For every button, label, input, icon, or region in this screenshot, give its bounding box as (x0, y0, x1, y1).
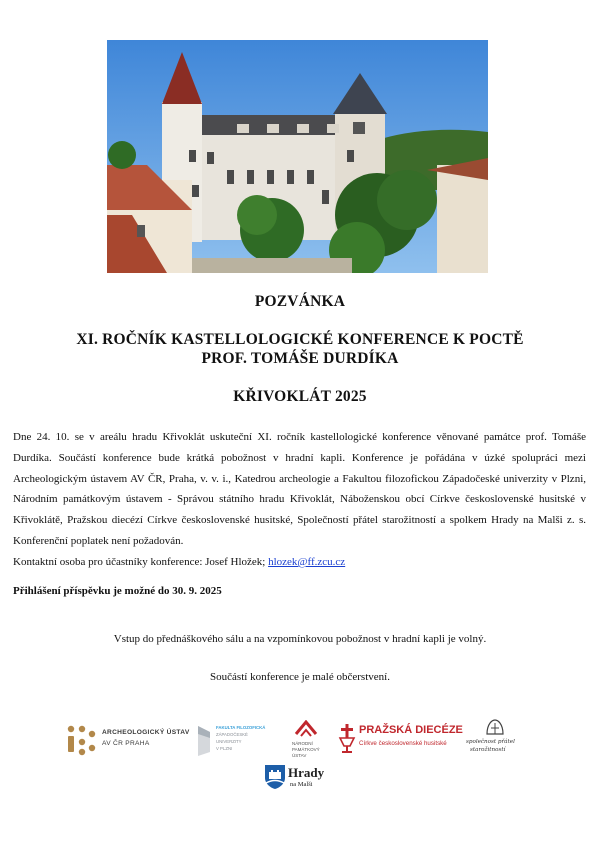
castle-illustration (107, 40, 488, 273)
contact-text: Kontaktní osoba pro účastníky konference: Josef Hložek; (13, 556, 269, 568)
conference-description: Dne 24. 10. se v areálu hradu Křivoklát uskuteční XI. ročník kastellologické konference věnované památce prof. Tomáše Durdíka. Součástí konference bude krátká pobožnost v hradní kapli. Konference je pořádána v úzké spolupráci mezi Archeologickým ústavem AV ČR, Praha, v. v. i., Katedrou archeologie a Fakultou filozofickou Západočeské univerzity v Plzni, Národním památkovým ústavem - Správou státního hradu Křivoklát, Náboženskou obcí Církve československé husitské v Křivoklátě, Pražskou diecézí Církve československé husitské, Společností přátel starožitností a spolkem Hrady na Malši z. s. Konferenční poplatek není požadován. (13, 431, 586, 547)
conference-title-line2: PROF. TOMÁŠE DURDÍKA (201, 350, 399, 367)
zcu-name-line4: V PLZNI (216, 746, 233, 751)
hrady-name-line1: Hrady (288, 765, 325, 780)
zcu-name-line1: FAKULTA FILOZOFICKÁ (216, 725, 266, 730)
conference-title-line1: XI. ROČNÍK KASTELLOLOGICKÉ KONFERENCE K POCTĚ (76, 331, 524, 348)
archeologicky-ustav-logo (66, 724, 191, 756)
zcu-emblem-icon (196, 724, 214, 758)
npu-name-line3: ÚSTAV (292, 753, 307, 758)
npu-logo (288, 720, 330, 764)
zcu-faculty-logo (196, 722, 276, 762)
hrady-na-malsi-logo (264, 764, 326, 792)
diocese-name: PRAŽSKÁ DIECÉZE (359, 724, 463, 736)
contact-email-link[interactable]: hlozek@ff.zcu.cz (268, 556, 346, 568)
society-emblem-icon (484, 718, 506, 738)
entry-note: Vstup do přednáškového sálu a na vzpomínkovou pobožnost v hradní kapli je volný. (113, 633, 487, 645)
zcu-name-line2: ZÁPADOČESKÉ (216, 732, 248, 737)
society-name-line2: starožitností (470, 747, 506, 753)
contact-line (13, 552, 586, 573)
invitation-heading: POZVÁNKA (254, 293, 346, 310)
prazska-dieceze-logo (338, 722, 463, 756)
zcu-name-line3: UNIVERZITY (216, 739, 242, 744)
diocese-subtitle: Církve československé husitské (359, 740, 447, 747)
npu-name-line1: NÁRODNÍ (292, 741, 313, 746)
aus-emblem-icon (66, 724, 96, 756)
spolecnost-pratel-starozitnosti-logo (462, 718, 532, 760)
castle-photo (107, 40, 488, 273)
place-year-heading: KŘIVOKLÁT 2025 (233, 388, 367, 405)
chalice-cross-icon (338, 724, 356, 754)
submission-deadline: Přihlášení příspěvku je možné do 30. 9. 2025 (13, 585, 222, 597)
shield-castle-icon (264, 764, 286, 790)
npu-emblem-icon (292, 720, 320, 738)
npu-name-line2: PAMÁTKOVÝ (292, 747, 320, 752)
aus-name-line1: ARCHEOLOGICKÝ ÚSTAV (102, 729, 190, 736)
aus-name-line2: AV ČR PRAHA (102, 740, 150, 747)
refreshment-note: Součástí konference je malé občerstvení. (210, 671, 390, 683)
society-name-line1: společnost přátel (466, 739, 515, 745)
hrady-name-line2: na Malši (290, 781, 313, 788)
